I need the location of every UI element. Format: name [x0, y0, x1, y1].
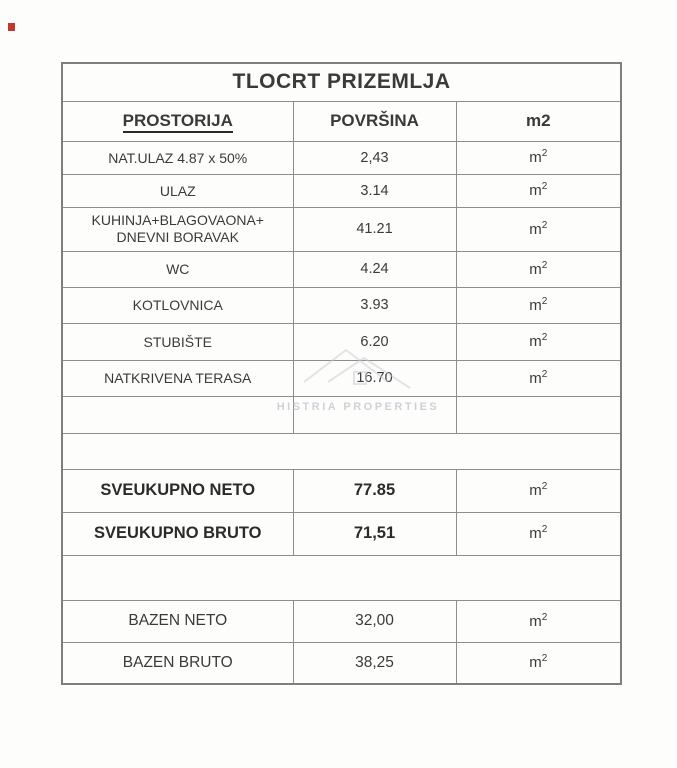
red-marker-dot [8, 23, 15, 31]
column-header-area: POVRŠINA [293, 101, 456, 141]
room-area: 3.14 [293, 174, 456, 207]
pool-value: 38,25 [293, 642, 456, 684]
total-row [62, 512, 621, 555]
total-value: 71,51 [293, 512, 456, 555]
pool-value: 32,00 [293, 600, 456, 642]
pool-unit: $m^2$ [456, 642, 621, 684]
room-unit: $m^2$ [456, 174, 621, 207]
table-row [62, 287, 621, 323]
table-row [62, 141, 621, 174]
total-value: 77.85 [293, 469, 456, 512]
pool-unit: $m^2$ [456, 600, 621, 642]
table-row [62, 323, 621, 360]
total-unit: $m^2$ [456, 512, 621, 555]
room-unit: $m^2$ [456, 360, 621, 396]
room-name: KUHINJA+BLAGOVAONA+ DNEVNI BORAVAK [62, 207, 293, 251]
room-unit: $m^2$ [456, 251, 621, 287]
pool-row [62, 642, 621, 684]
room-unit: $m^2$ [456, 207, 621, 251]
column-header-unit: m2 [456, 101, 621, 141]
page-title: TLOCRT PRIZEMLJA [62, 63, 621, 101]
table-header-row [62, 101, 621, 141]
total-label: SVEUKUPNO NETO [62, 469, 293, 512]
room-name: ULAZ [62, 174, 293, 207]
table-title-row [62, 63, 621, 101]
table-row [62, 251, 621, 287]
pool-row [62, 600, 621, 642]
table-row [62, 360, 621, 396]
room-name: STUBIŠTE [62, 323, 293, 360]
room-area: 6.20 [293, 323, 456, 360]
room-area: 4.24 [293, 251, 456, 287]
total-row [62, 469, 621, 512]
empty-row [62, 396, 621, 433]
floor-area-table [61, 62, 622, 685]
room-unit: $m^2$ [456, 287, 621, 323]
table-row [62, 174, 621, 207]
room-area: 16.70 [293, 360, 456, 396]
watermark-text: HISTRIA PROPERTIES [276, 401, 440, 413]
room-unit: $m^2$ [456, 323, 621, 360]
room-name: NAT.ULAZ 4.87 x 50% [62, 141, 293, 174]
room-name: WC [62, 251, 293, 287]
spacer-row [62, 433, 621, 469]
total-label: SVEUKUPNO BRUTO [62, 512, 293, 555]
total-unit: $m^2$ [456, 469, 621, 512]
table-row [62, 207, 621, 251]
room-name: NATKRIVENA TERASA [62, 360, 293, 396]
pool-label: BAZEN BRUTO [62, 642, 293, 684]
room-unit: $m^2$ [456, 141, 621, 174]
room-area: 2,43 [293, 141, 456, 174]
room-name: KOTLOVNICA [62, 287, 293, 323]
spacer-row [62, 555, 621, 600]
column-header-room: PROSTORIJA [62, 101, 293, 141]
pool-label: BAZEN NETO [62, 600, 293, 642]
room-area: 41.21 [293, 207, 456, 251]
room-area: 3.93 [293, 287, 456, 323]
